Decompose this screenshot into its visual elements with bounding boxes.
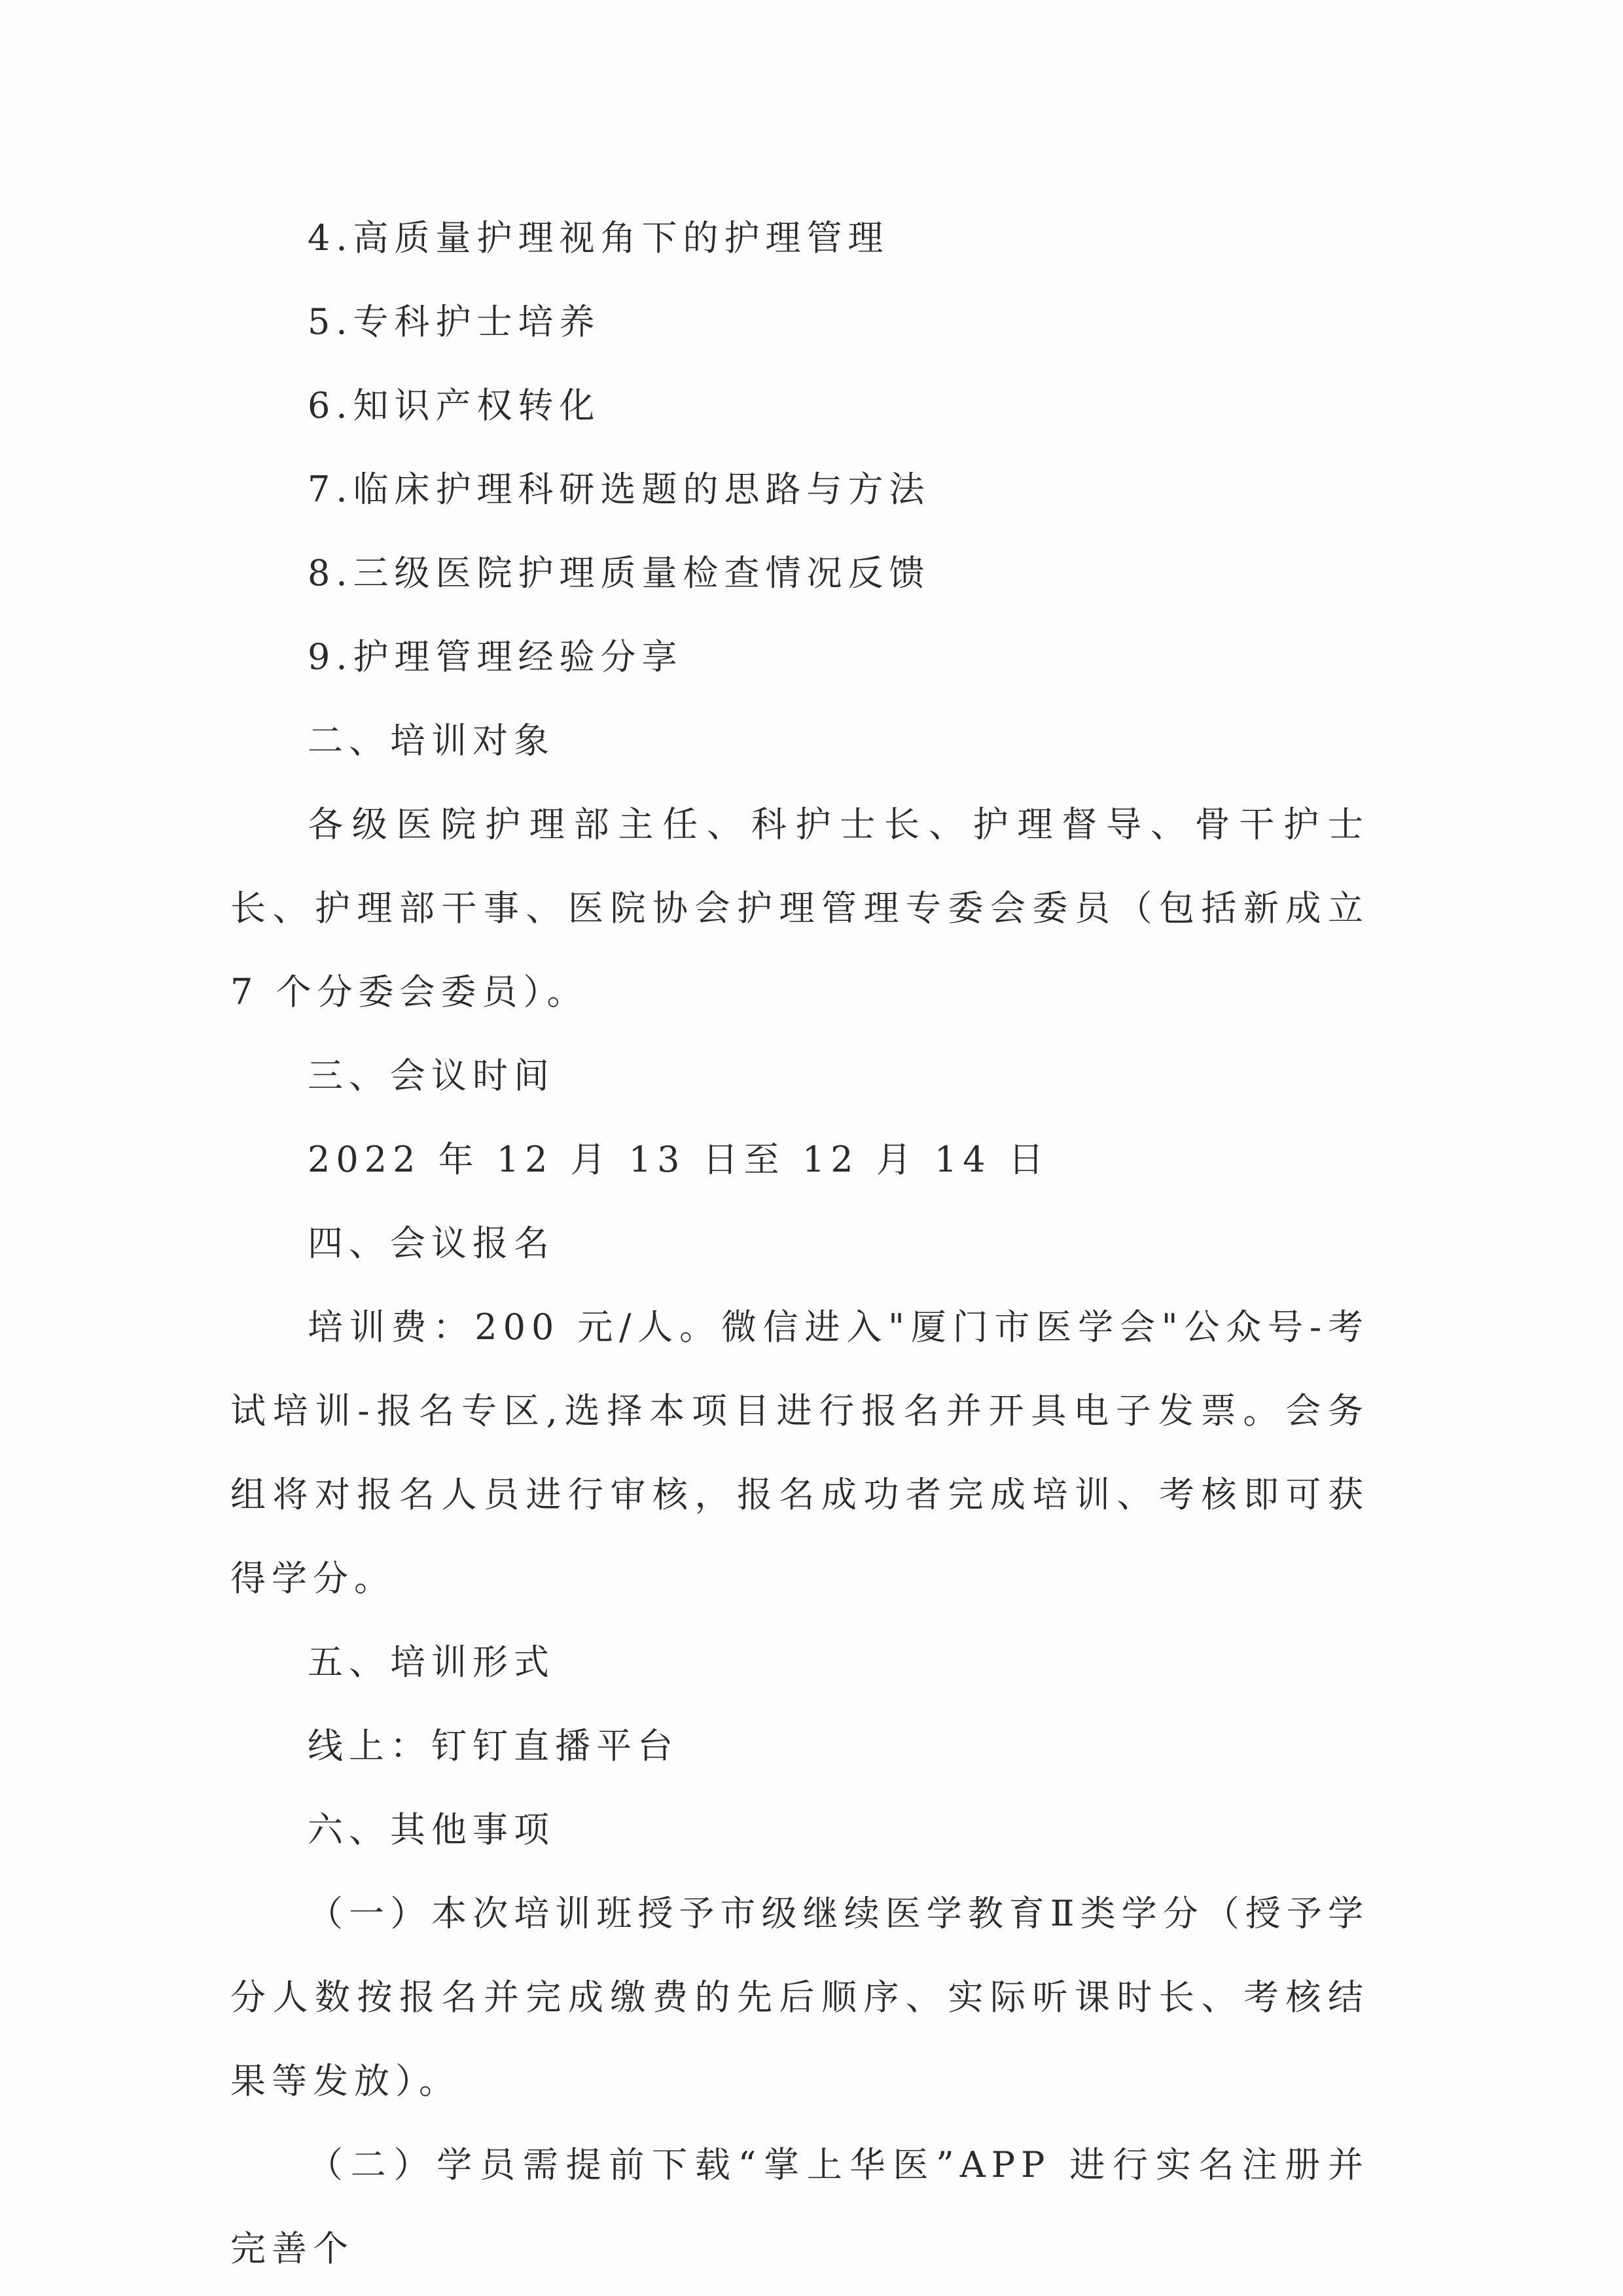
section-body-registration: 培训费：200 元/人。微信进入"厦门市医学会"公众号-考试培训-报名专区,选择本项目进行报名并开具电子发票。会务组将对报名人员进行审核，报名成功者完成培训、考核即可获得学分。 [230,1306,1369,1599]
other-item-2: （二）学员需提前下载“掌上华医”APP 进行实名注册并完善个 [230,2144,1369,2269]
topic-item-6: 6.知识产权转化 [308,385,601,426]
topic-item-8: 8.三级医院护理质量检查情况反馈 [308,552,931,594]
section-heading-format: 五、培训形式 [308,1641,555,1683]
topic-item-4: 4.高质量护理视角下的护理管理 [308,217,889,259]
topic-item-5: 5.专科护士培养 [308,301,601,342]
section-heading-time: 三、会议时间 [308,1055,555,1096]
section-heading-other: 六、其他事项 [308,1809,555,1850]
document-body [230,196,1369,2291]
section-body-audience: 各级医院护理部主任、科护士长、护理督导、骨干护士长、护理部干事、医院协会护理管理专委会委员（包括新成立 7 个分委会委员）。 [230,804,1369,1013]
section-heading-audience: 二、培训对象 [308,720,555,761]
other-item-1: （一）本次培训班授予市级继续医学教育Ⅱ类学分（授予学分人数按报名并完成缴费的先后顺序、实际听课时长、考核结果等发放）。 [230,1893,1369,2102]
topic-item-9: 9.护理管理经验分享 [308,636,683,677]
section-body-format: 线上：钉钉直播平台 [308,1725,679,1767]
topic-item-7: 7.临床护理科研选题的思路与方法 [308,469,931,510]
section-body-time: 2022 年 12 月 13 日至 12 月 14 日 [308,1139,1050,1180]
section-heading-registration: 四、会议报名 [308,1223,555,1264]
